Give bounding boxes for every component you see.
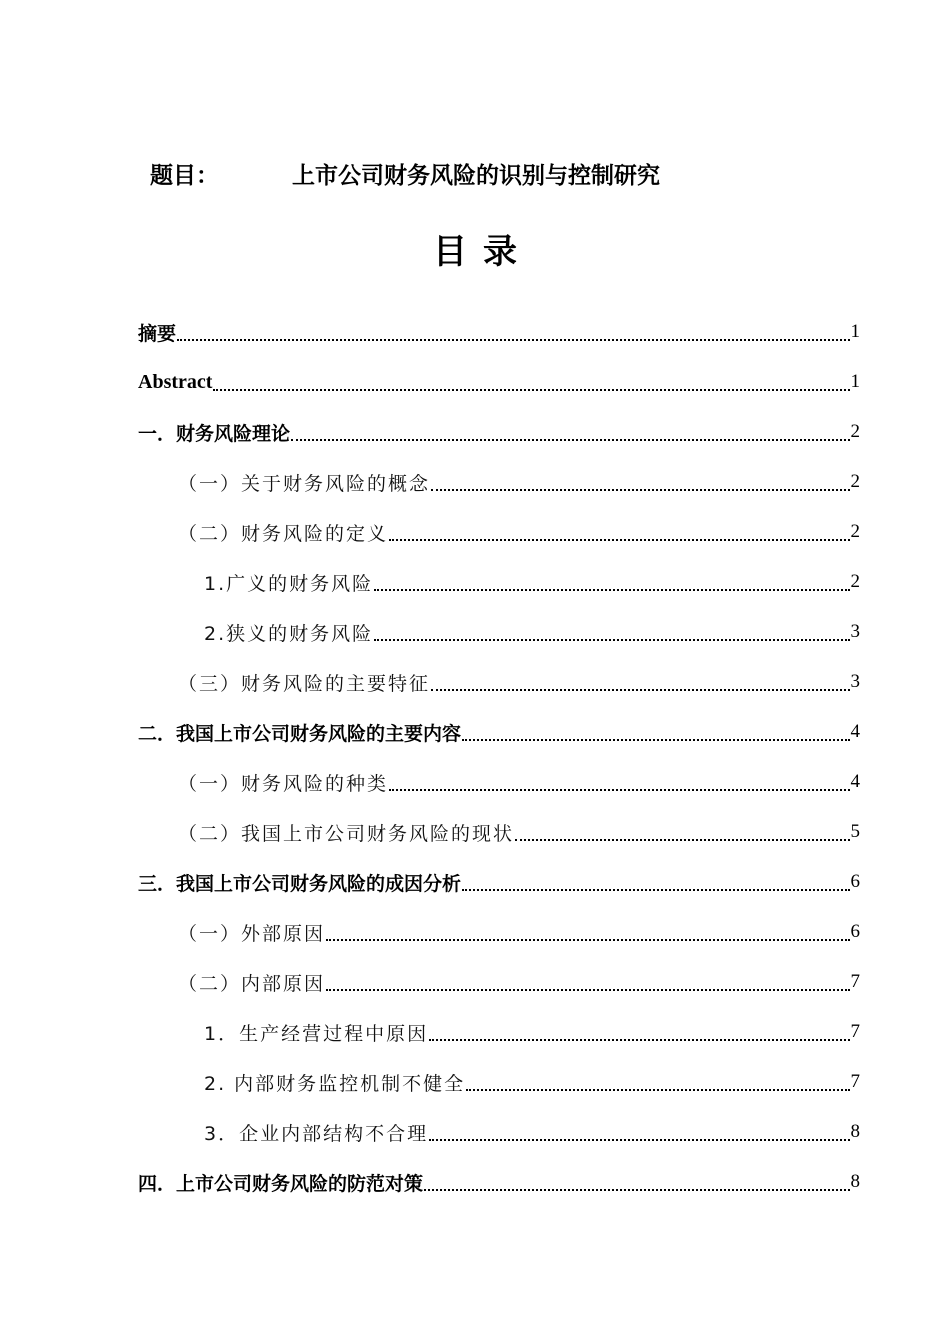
toc-entry[interactable] bbox=[138, 1007, 860, 1057]
toc-entry-label: （一）外部原因 bbox=[178, 922, 326, 945]
toc-dot-leader bbox=[389, 765, 849, 791]
toc-entry-label: （一）财务风险的种类 bbox=[178, 772, 389, 795]
toc-dot-leader bbox=[429, 1115, 849, 1141]
toc-entry[interactable] bbox=[138, 807, 860, 857]
toc-entry-page-number: 8 bbox=[850, 1171, 860, 1192]
toc-dot-leader bbox=[389, 515, 849, 541]
toc-entry-page-number: 7 bbox=[850, 1021, 860, 1042]
toc-entry-label: 1.广义的财务风险 bbox=[204, 572, 374, 595]
toc-entry-label: （三）财务风险的主要特征 bbox=[178, 672, 431, 695]
table-of-contents bbox=[138, 307, 860, 1207]
thesis-title: 上市公司财务风险的识别与控制研究 bbox=[292, 163, 660, 189]
toc-dot-leader bbox=[429, 1015, 849, 1041]
toc-entry[interactable] bbox=[138, 407, 860, 457]
toc-entry[interactable] bbox=[138, 357, 860, 407]
toc-entry[interactable] bbox=[138, 307, 860, 357]
toc-entry-page-number: 1 bbox=[850, 321, 860, 342]
toc-dot-leader bbox=[431, 465, 849, 491]
toc-entry-label: （二）我国上市公司财务风险的现状 bbox=[178, 822, 515, 845]
toc-dot-leader bbox=[374, 615, 849, 641]
toc-entry-page-number: 5 bbox=[850, 821, 860, 842]
thesis-title-row bbox=[150, 158, 660, 194]
toc-entry-label: 3．企业内部结构不合理 bbox=[204, 1122, 429, 1145]
toc-entry-page-number: 3 bbox=[850, 621, 860, 642]
toc-entry[interactable] bbox=[138, 657, 860, 707]
toc-entry-page-number: 4 bbox=[850, 771, 860, 792]
toc-entry-page-number: 2 bbox=[850, 521, 860, 542]
toc-entry-page-number: 7 bbox=[850, 971, 860, 992]
toc-entry[interactable] bbox=[138, 457, 860, 507]
toc-entry-label: （二）财务风险的定义 bbox=[178, 522, 389, 545]
toc-entry-label: 一．财务风险理论 bbox=[138, 422, 291, 445]
toc-entry[interactable] bbox=[138, 507, 860, 557]
toc-entry[interactable] bbox=[138, 957, 860, 1007]
toc-entry[interactable] bbox=[138, 907, 860, 957]
toc-entry-label: 2. 内部财务监控机制不健全 bbox=[204, 1072, 466, 1095]
toc-entry-label: 二．我国上市公司财务风险的主要内容 bbox=[138, 722, 462, 745]
toc-entry[interactable] bbox=[138, 857, 860, 907]
toc-entry-label: 摘要 bbox=[138, 322, 177, 345]
toc-dot-leader bbox=[515, 815, 849, 841]
toc-entry-page-number: 4 bbox=[850, 721, 860, 742]
toc-entry-label: 1．生产经营过程中原因 bbox=[204, 1022, 429, 1045]
toc-entry-page-number: 7 bbox=[850, 1071, 860, 1092]
toc-entry[interactable] bbox=[138, 1057, 860, 1107]
toc-entry[interactable] bbox=[138, 1107, 860, 1157]
toc-dot-leader bbox=[177, 315, 849, 341]
toc-dot-leader bbox=[291, 415, 849, 441]
toc-entry-page-number: 2 bbox=[850, 471, 860, 492]
toc-entry-label: 四．上市公司财务风险的防范对策 bbox=[138, 1172, 424, 1195]
toc-dot-leader bbox=[462, 715, 849, 741]
toc-entry-page-number: 2 bbox=[850, 421, 860, 442]
toc-dot-leader bbox=[462, 865, 849, 891]
toc-entry-label: 2.狭义的财务风险 bbox=[204, 622, 374, 645]
toc-dot-leader bbox=[326, 915, 849, 941]
toc-entry-label: （一）关于财务风险的概念 bbox=[178, 472, 431, 495]
toc-entry-page-number: 2 bbox=[850, 571, 860, 592]
toc-dot-leader bbox=[213, 365, 849, 391]
toc-entry[interactable] bbox=[138, 607, 860, 657]
toc-dot-leader bbox=[466, 1065, 849, 1091]
toc-heading: 目录 bbox=[433, 232, 533, 272]
toc-entry[interactable] bbox=[138, 1157, 860, 1207]
title-label: 题目： bbox=[150, 163, 219, 189]
toc-entry-label: 三．我国上市公司财务风险的成因分析 bbox=[138, 872, 462, 895]
toc-entry-page-number: 1 bbox=[850, 371, 860, 392]
toc-entry-label: （二）内部原因 bbox=[178, 972, 326, 995]
toc-entry[interactable] bbox=[138, 557, 860, 607]
toc-dot-leader bbox=[431, 665, 849, 691]
toc-entry[interactable] bbox=[138, 757, 860, 807]
toc-entry-page-number: 6 bbox=[850, 921, 860, 942]
toc-entry-page-number: 8 bbox=[850, 1121, 860, 1142]
toc-entry-page-number: 3 bbox=[850, 671, 860, 692]
toc-dot-leader bbox=[374, 565, 849, 591]
toc-dot-leader bbox=[326, 965, 849, 991]
toc-dot-leader bbox=[424, 1165, 849, 1191]
toc-entry-page-number: 6 bbox=[850, 871, 860, 892]
toc-entry-label: Abstract bbox=[138, 370, 213, 393]
toc-entry[interactable] bbox=[138, 707, 860, 757]
